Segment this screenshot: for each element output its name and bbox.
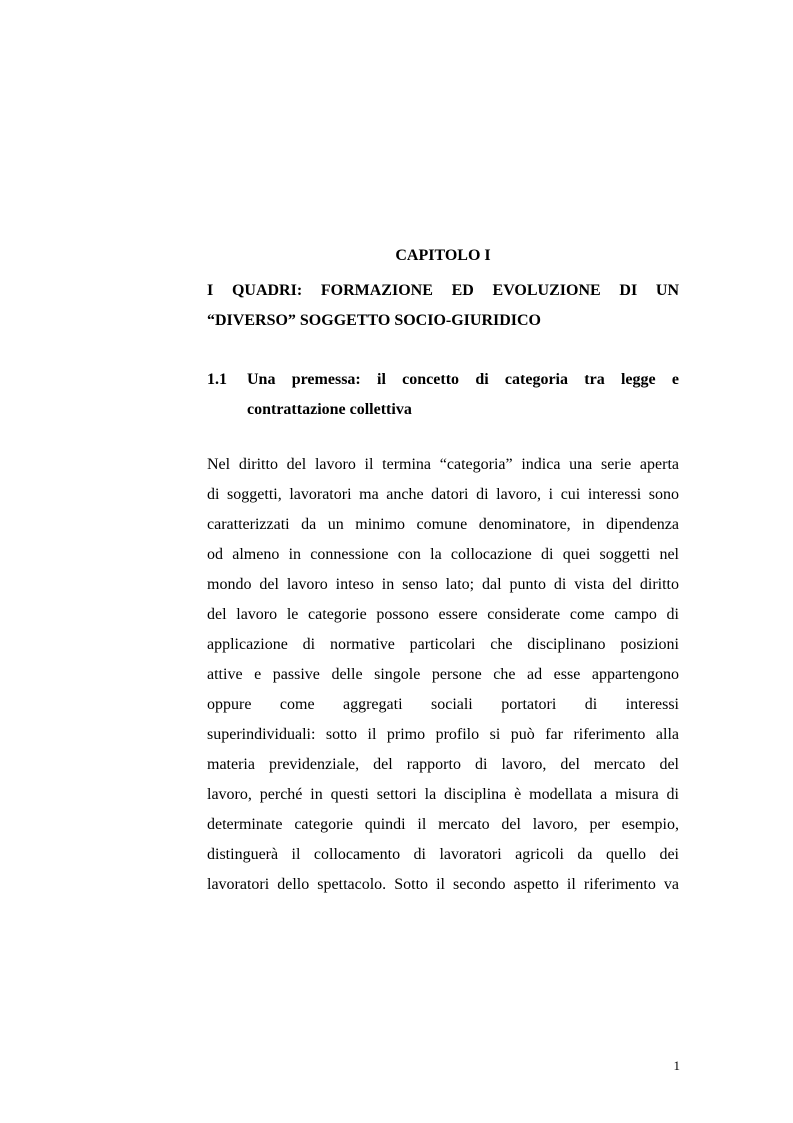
section-title xyxy=(247,365,679,425)
chapter-subtitle-line-1: I QUADRI: FORMAZIONE ED EVOLUZIONE DI UN xyxy=(207,282,679,299)
body-line: di soggetti, lavoratori ma anche datori di lavoro, i cui interessi sono xyxy=(207,486,679,503)
body-line: lavoro, perché in questi settori la disciplina è modellata a misura di xyxy=(207,786,679,803)
body-line: superindividuali: sotto il primo profilo si può far riferimento alla xyxy=(207,726,679,743)
section-number: 1.1 xyxy=(207,371,227,388)
section-title-line-2: contrattazione collettiva xyxy=(247,401,412,418)
chapter-title: CAPITOLO I xyxy=(395,247,491,264)
body-line: del lavoro le categorie possono essere considerate come campo di xyxy=(207,606,679,623)
page-number: 1 xyxy=(673,1058,680,1073)
body-line: attive e passive delle singole persone che ad esse appartengono xyxy=(207,666,679,683)
body-line: mondo del lavoro inteso in senso lato; dal punto di vista del diritto xyxy=(207,576,679,593)
body-line: distinguerà il collocamento di lavoratori agricoli da quello dei xyxy=(207,846,679,863)
body-line: oppure come aggregati sociali portatori di interessi xyxy=(207,696,679,713)
chapter-subtitle-line-2: “DIVERSO” SOGGETTO SOCIO-GIURIDICO xyxy=(207,312,541,329)
body-line: lavoratori dello spettacolo. Sotto il secondo aspetto il riferimento va xyxy=(207,876,679,893)
body-line: caratterizzati da un minimo comune denominatore, in dipendenza xyxy=(207,516,679,533)
section-heading xyxy=(207,365,679,425)
body-line: applicazione di normative particolari che disciplinano posizioni xyxy=(207,636,679,653)
section-title-line-1: Una premessa: il concetto di categoria tra legge e xyxy=(247,371,679,388)
body-paragraph xyxy=(207,450,679,900)
body-line: od almeno in connessione con la collocazione di quei soggetti nel xyxy=(207,546,679,563)
body-line: determinate categorie quindi il mercato del lavoro, per esempio, xyxy=(207,816,679,833)
body-line: materia previdenziale, del rapporto di lavoro, del mercato del xyxy=(207,756,679,773)
chapter-subtitle xyxy=(207,276,679,336)
body-line: Nel diritto del lavoro il termina “categoria” indica una serie aperta xyxy=(207,456,679,473)
